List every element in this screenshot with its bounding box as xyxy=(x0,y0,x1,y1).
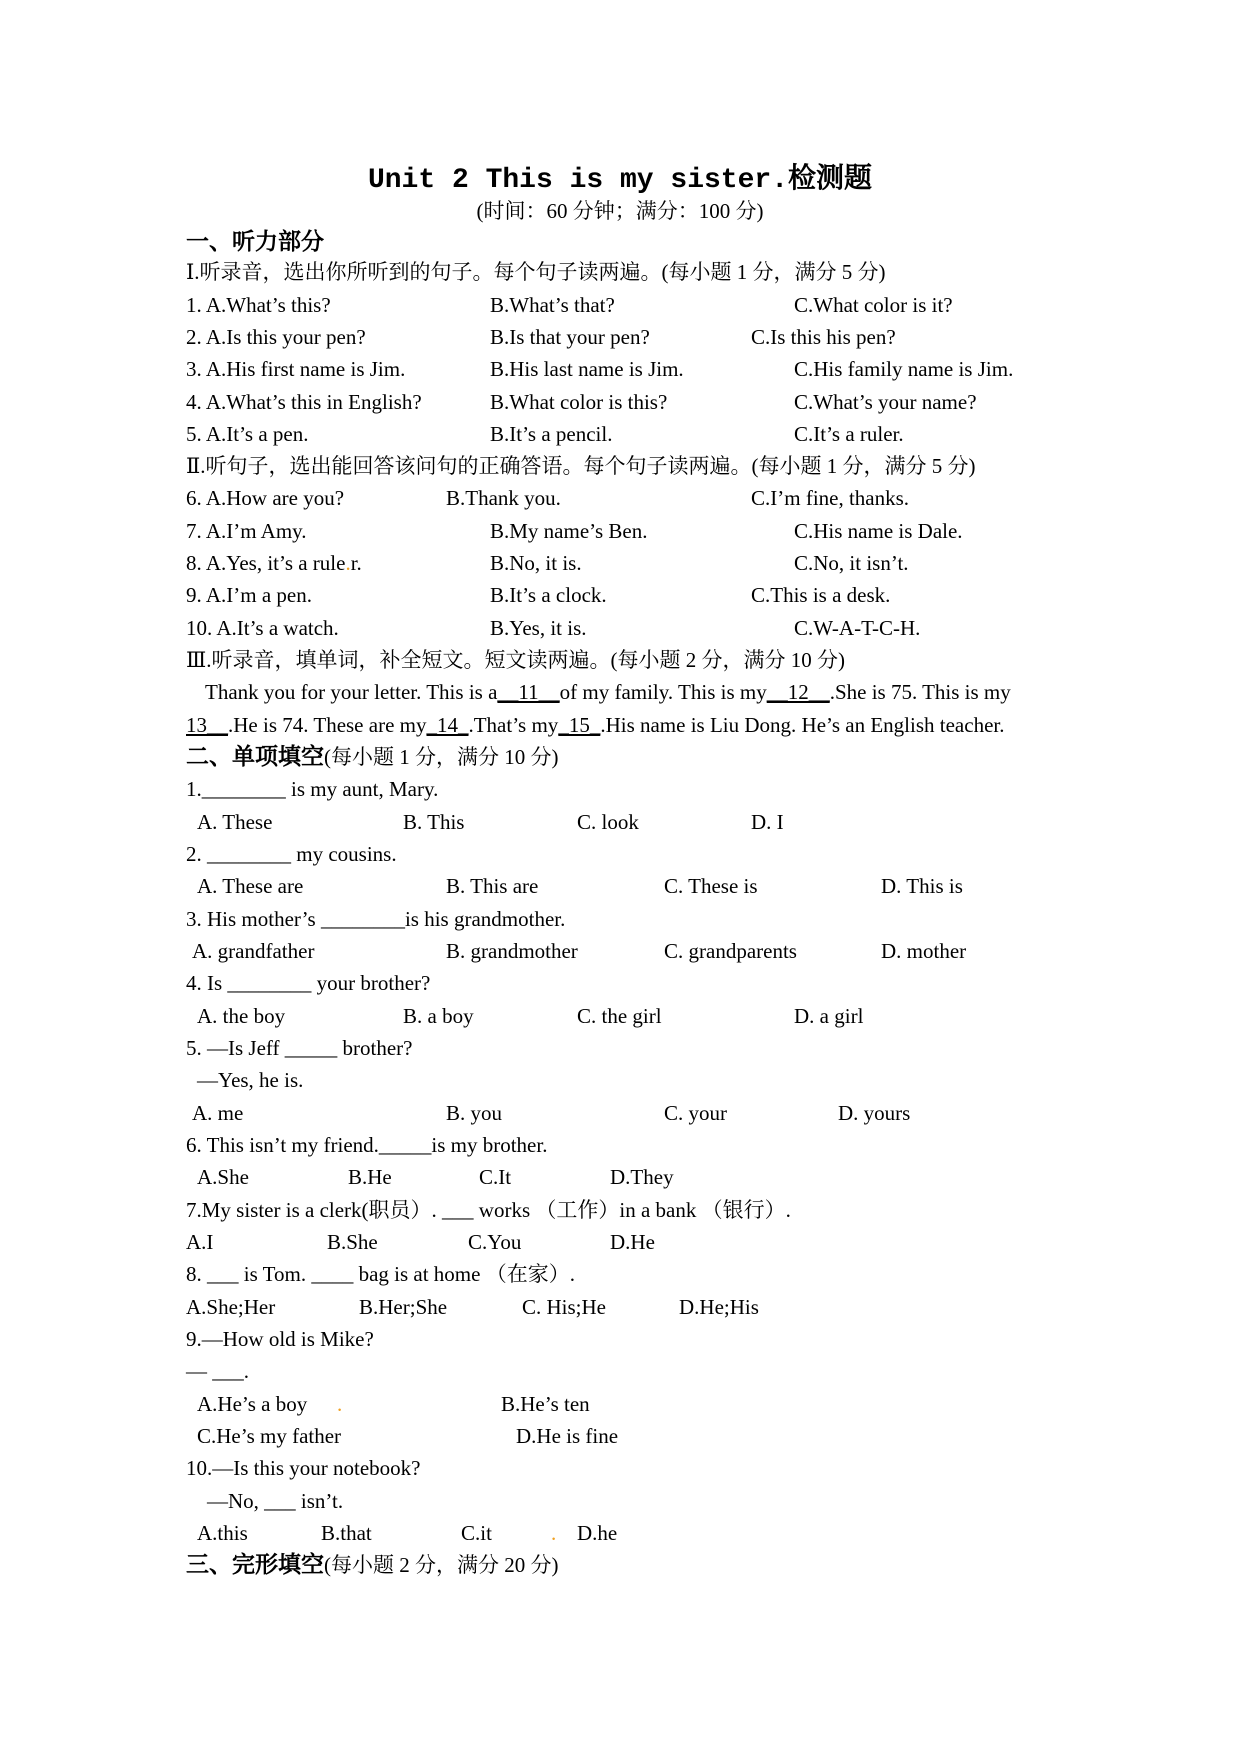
question-row xyxy=(0,482,1240,514)
options-row xyxy=(0,1226,1240,1258)
question-stem: 7.My sister is a clerk(职员）. ___ works （工作）in a bank （银行）. xyxy=(186,1198,791,1222)
option-a: A.He’s a boy xyxy=(197,1392,308,1416)
stray-dot: . xyxy=(551,1521,557,1545)
option-a: A.this xyxy=(197,1521,248,1545)
page-title xyxy=(0,158,1240,201)
option-a: 2. A.Is this your pen? xyxy=(186,325,366,349)
option-c: C.It’s a ruler. xyxy=(794,422,904,446)
option-a: A.She xyxy=(197,1165,249,1189)
option-b: B. a boy xyxy=(403,1004,474,1028)
blank-11[interactable]: __11__ xyxy=(497,680,560,704)
option-c: C. the girl xyxy=(577,1004,662,1028)
option-d: D. yours xyxy=(838,1101,911,1125)
option-c: C.This is a desk. xyxy=(751,583,891,607)
option-c: C. your xyxy=(664,1101,727,1125)
options-row xyxy=(0,806,1240,838)
question-stem: 1.________ is my aunt, Mary. xyxy=(186,777,439,801)
question-row xyxy=(0,515,1240,547)
options-row xyxy=(0,870,1240,902)
options-row xyxy=(0,935,1240,967)
question-row xyxy=(0,612,1240,644)
option-a: 1. A.What’s this? xyxy=(186,293,331,317)
title-english: Unit 2 This is my sister. xyxy=(367,165,789,196)
option-c: C. look xyxy=(577,810,639,834)
passage-line-2: 13__.He is 74. These are my_14_.That’s my_15_.His name is Liu Dong. He’s an English teacher. xyxy=(186,713,1005,737)
question-stem-response: —No, ___ isn’t. xyxy=(207,1489,344,1513)
option-d: D. a girl xyxy=(794,1004,864,1028)
question-row xyxy=(0,579,1240,611)
question-row xyxy=(0,289,1240,321)
option-b: B. This xyxy=(403,810,465,834)
option-b: B.Thank you. xyxy=(446,486,561,510)
section3-heading: 三、完形填空(每小题 2 分，满分 20 分) xyxy=(186,1552,559,1578)
option-c: C.His name is Dale. xyxy=(794,519,963,543)
option-b: B.He’s ten xyxy=(501,1392,590,1416)
option-c: C.You xyxy=(468,1230,522,1254)
option-b: B. you xyxy=(446,1101,503,1125)
option-d: D.They xyxy=(610,1165,674,1189)
passage-line-1: Thank you for your letter. This is a__11__of my family. This is my__12__.She is 75. This is my xyxy=(205,680,1011,704)
option-c: C. His;He xyxy=(522,1295,606,1319)
option-b: B.that xyxy=(321,1521,372,1545)
options-row xyxy=(0,1388,1240,1420)
stray-dot: . xyxy=(337,1392,343,1416)
blank-13[interactable]: 13__ xyxy=(186,713,228,737)
question-row xyxy=(0,547,1240,579)
options-row xyxy=(0,1161,1240,1193)
option-b: B.Her;She xyxy=(359,1295,448,1319)
question-row xyxy=(0,321,1240,353)
option-c: C.W-A-T-C-H. xyxy=(794,616,921,640)
option-c: C.Is this his pen? xyxy=(751,325,896,349)
option-b: B.Is that your pen? xyxy=(490,325,650,349)
question-stem: 6. This isn’t my friend._____is my brother. xyxy=(186,1133,548,1157)
question-stem-response: — ___. xyxy=(186,1359,249,1383)
option-a: 6. A.How are you? xyxy=(186,486,345,510)
options-row xyxy=(0,1517,1240,1549)
question-stem: 3. His mother’s ________is his grandmother. xyxy=(186,907,566,931)
option-a: 4. A.What’s this in English? xyxy=(186,390,422,414)
option-b: B.What’s that? xyxy=(490,293,615,317)
option-b: B.His last name is Jim. xyxy=(490,357,684,381)
options-row xyxy=(0,1291,1240,1323)
option-a: A. the boy xyxy=(197,1004,286,1028)
options-row xyxy=(0,1420,1240,1452)
option-d: D. This is xyxy=(881,874,963,898)
option-b: B. This are xyxy=(446,874,539,898)
option-a: A. These are xyxy=(197,874,304,898)
question-stem: 10.—Is this your notebook? xyxy=(186,1456,421,1480)
option-c: C. These is xyxy=(664,874,758,898)
option-b: B. grandmother xyxy=(446,939,578,963)
option-b: B.What color is this? xyxy=(490,390,668,414)
option-a: 10. A.It’s a watch. xyxy=(186,616,339,640)
option-d: D.He;His xyxy=(679,1295,759,1319)
option-a: A.She;Her xyxy=(186,1295,276,1319)
option-b: B.Yes, it is. xyxy=(490,616,587,640)
question-stem: 9.—How old is Mike? xyxy=(186,1327,374,1351)
option-c: C.I’m fine, thanks. xyxy=(751,486,910,510)
blank-15[interactable]: _15_ xyxy=(558,713,601,737)
question-row xyxy=(0,353,1240,385)
option-c: C.It xyxy=(479,1165,512,1189)
option-a: 3. A.His first name is Jim. xyxy=(186,357,406,381)
blank-14[interactable]: _14_ xyxy=(426,713,469,737)
question-row xyxy=(0,386,1240,418)
option-a: 5. A.It’s a pen. xyxy=(186,422,309,446)
time-and-score-note: (时间：60 分钟；满分：100 分) xyxy=(476,199,764,223)
option-c: C.He’s my father xyxy=(197,1424,342,1448)
question-stem-response: —Yes, he is. xyxy=(197,1068,304,1092)
option-b: B.She xyxy=(327,1230,378,1254)
options-row xyxy=(0,1097,1240,1129)
option-c: C.What color is it? xyxy=(794,293,953,317)
section2-heading: 二、单项填空(每小题 1 分，满分 10 分) xyxy=(186,744,559,770)
option-a: 9. A.I’m a pen. xyxy=(186,583,312,607)
question-stem: 8. ___ is Tom. ____ bag is at home （在家）. xyxy=(186,1262,575,1286)
option-c: C.What’s your name? xyxy=(794,390,977,414)
option-b: B.My name’s Ben. xyxy=(490,519,648,543)
option-d: D. mother xyxy=(881,939,967,963)
blank-12[interactable]: __12__ xyxy=(766,680,830,704)
option-b: B.He xyxy=(348,1165,392,1189)
option-b: B.No, it is. xyxy=(490,551,582,575)
option-b: B.It’s a clock. xyxy=(490,583,607,607)
option-d: D.He is fine xyxy=(516,1424,619,1448)
option-b: B.It’s a pencil. xyxy=(490,422,613,446)
option-a: A.I xyxy=(186,1230,214,1254)
option-c: C.it xyxy=(461,1521,492,1545)
option-a: A. me xyxy=(192,1101,244,1125)
option-c: C.No, it isn’t. xyxy=(794,551,909,575)
question-stem: 2. ________ my cousins. xyxy=(186,842,397,866)
question-row xyxy=(0,418,1240,450)
option-d: D.He xyxy=(610,1230,655,1254)
option-a: A. These xyxy=(197,810,273,834)
option-c: C. grandparents xyxy=(664,939,797,963)
option-a: 8. A.Yes, it’s a rule.r. xyxy=(186,551,362,575)
option-a: A. grandfather xyxy=(192,939,315,963)
section1-heading: 一、听力部分 xyxy=(186,229,324,255)
part3-instructions: Ⅲ.听录音，填单词，补全短文。短文读两遍。(每小题 2 分，满分 10 分) xyxy=(186,648,845,672)
title-chinese: 检测题 xyxy=(788,161,873,194)
stray-dot: . xyxy=(345,551,351,575)
option-d: D. I xyxy=(751,810,784,834)
options-row xyxy=(0,1000,1240,1032)
option-a: 7. A.I’m Amy. xyxy=(186,519,307,543)
part2-instructions: Ⅱ.听句子，选出能回答该问句的正确答语。每个句子读两遍。(每小题 1 分，满分 5 分) xyxy=(186,454,976,478)
option-d: D.he xyxy=(577,1521,618,1545)
part1-instructions: Ⅰ.听录音，选出你所听到的句子。每个句子读两遍。(每小题 1 分，满分 5 分) xyxy=(186,260,886,284)
option-c: C.His family name is Jim. xyxy=(794,357,1014,381)
question-stem: 5. —Is Jeff _____ brother? xyxy=(186,1036,413,1060)
question-stem: 4. Is ________ your brother? xyxy=(186,971,431,995)
